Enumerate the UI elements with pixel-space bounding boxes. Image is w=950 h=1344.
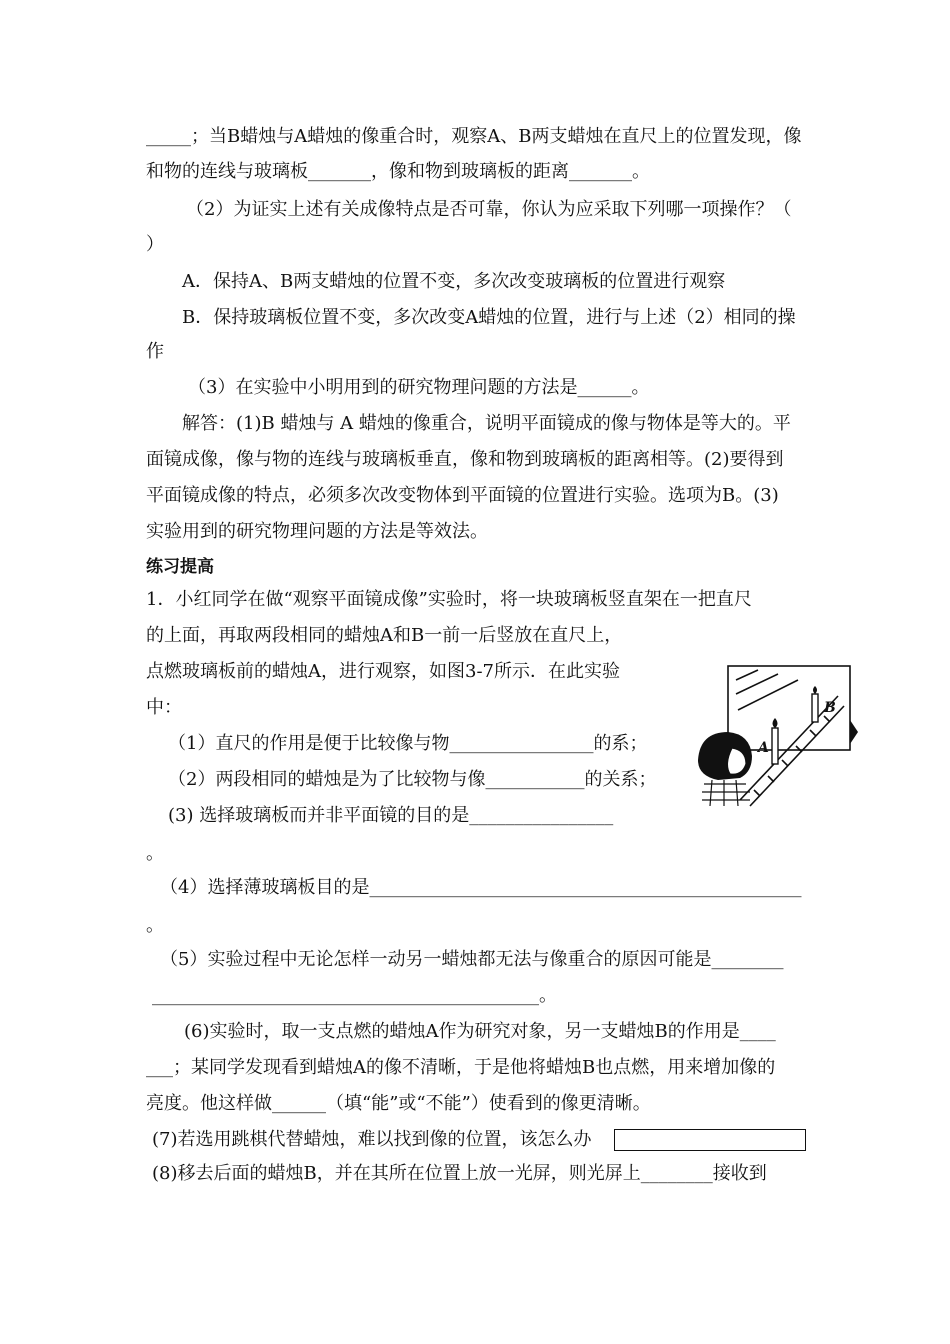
doc-line-12: 实验用到的研究物理问题的方法是等效法。 — [146, 521, 488, 542]
doc-line-30: (8)移去后面的蜡烛B，并在其所在位置上放一光屏，则光屏上________接收到 — [152, 1163, 767, 1184]
doc-line-19: （2）两段相同的蜡烛是为了比较物与像___________的关系； — [168, 769, 657, 790]
doc-line-9: 解答：(1)B 蜡烛与 A 蜡烛的像重合，说明平面镜成的像与物体是等大的。平 — [182, 413, 791, 434]
doc-line-23: 。 — [146, 915, 164, 936]
section-heading: 练习提高 — [146, 557, 214, 577]
doc-line-20: (3) 选择玻璃板而并非平面镜的目的是________________ — [168, 805, 614, 826]
doc-line-7: 作 — [146, 341, 164, 362]
answer-box — [614, 1129, 806, 1151]
plate-clip — [850, 720, 858, 744]
doc-line-16: 点燃玻璃板前的蜡烛A，进行观察，如图3-7所示．在此实验 — [146, 661, 620, 682]
doc-line-18: （1）直尺的作用是便于比较像与物________________的系； — [168, 733, 648, 754]
doc-line-2: 和物的连线与玻璃板_______，像和物到玻璃板的距离_______。 — [146, 161, 650, 182]
doc-line-17: 中： — [146, 697, 182, 718]
doc-line-25: ___________________________________________。 — [152, 985, 557, 1006]
doc-line-10: 面镜成像，像与物的连线与玻璃板垂直，像和物到玻璃板的距离相等。(2)要得到 — [146, 449, 784, 470]
doc-line-3: （2）为证实上述有关成像特点是否可靠，你认为应采取下列哪一项操作？（ — [186, 199, 792, 220]
doc-line-15: 的上面，再取两段相同的蜡烛A和B一前一后竖放在直尺上， — [146, 625, 623, 646]
experiment-figure — [688, 660, 868, 820]
candle-a — [772, 718, 778, 764]
figure-label-a: A — [758, 740, 769, 756]
doc-line-14: 1．小红同学在做“观察平面镜成像”实验时，将一块玻璃板竖直架在一把直尺 — [146, 589, 752, 610]
doc-line-28: 亮度。他这样做______（填“能”或“不能”）使看到的像更清晰。 — [146, 1093, 651, 1114]
doc-line-5: A．保持A、B两支蜡烛的位置不变，多次改变玻璃板的位置进行观察 — [182, 271, 726, 292]
candle-b — [812, 686, 818, 722]
doc-line-21: 。 — [146, 843, 164, 864]
doc-line-26: (6)实验时，取一支点燃的蜡烛A作为研究对象，另一支蜡烛B的作用是____ — [184, 1021, 776, 1042]
doc-line-29: (7)若选用跳棋代替蜡烛，难以找到像的位置，该怎么办 — [152, 1129, 592, 1150]
doc-line-24: （5）实验过程中无论怎样一动另一蜡烛都无法与像重合的原因可能是________ — [160, 949, 784, 970]
doc-line-4: ） — [146, 234, 164, 255]
doc-line-8: （3）在实验中小明用到的研究物理问题的方法是______。 — [188, 377, 650, 398]
doc-line-1: _____；当B蜡烛与A蜡烛的像重合时，观察A、B两支蜡烛在直尺上的位置发现，像 — [146, 126, 802, 147]
figure-label-b: B — [824, 700, 836, 716]
doc-line-11: 平面镜成像的特点，必须多次改变物体到平面镜的位置进行实验。选项为B。(3) — [146, 485, 779, 506]
doc-line-22: （4）选择薄玻璃板目的是________________________________________________ — [160, 877, 802, 898]
doc-line-6: B．保持玻璃板位置不变，多次改变A蜡烛的位置，进行与上述（2）相同的操 — [182, 307, 796, 328]
doc-line-27: ___；某同学发现看到蜡烛A的像不清晰，于是他将蜡烛B也点燃，用来增加像的 — [146, 1057, 776, 1078]
